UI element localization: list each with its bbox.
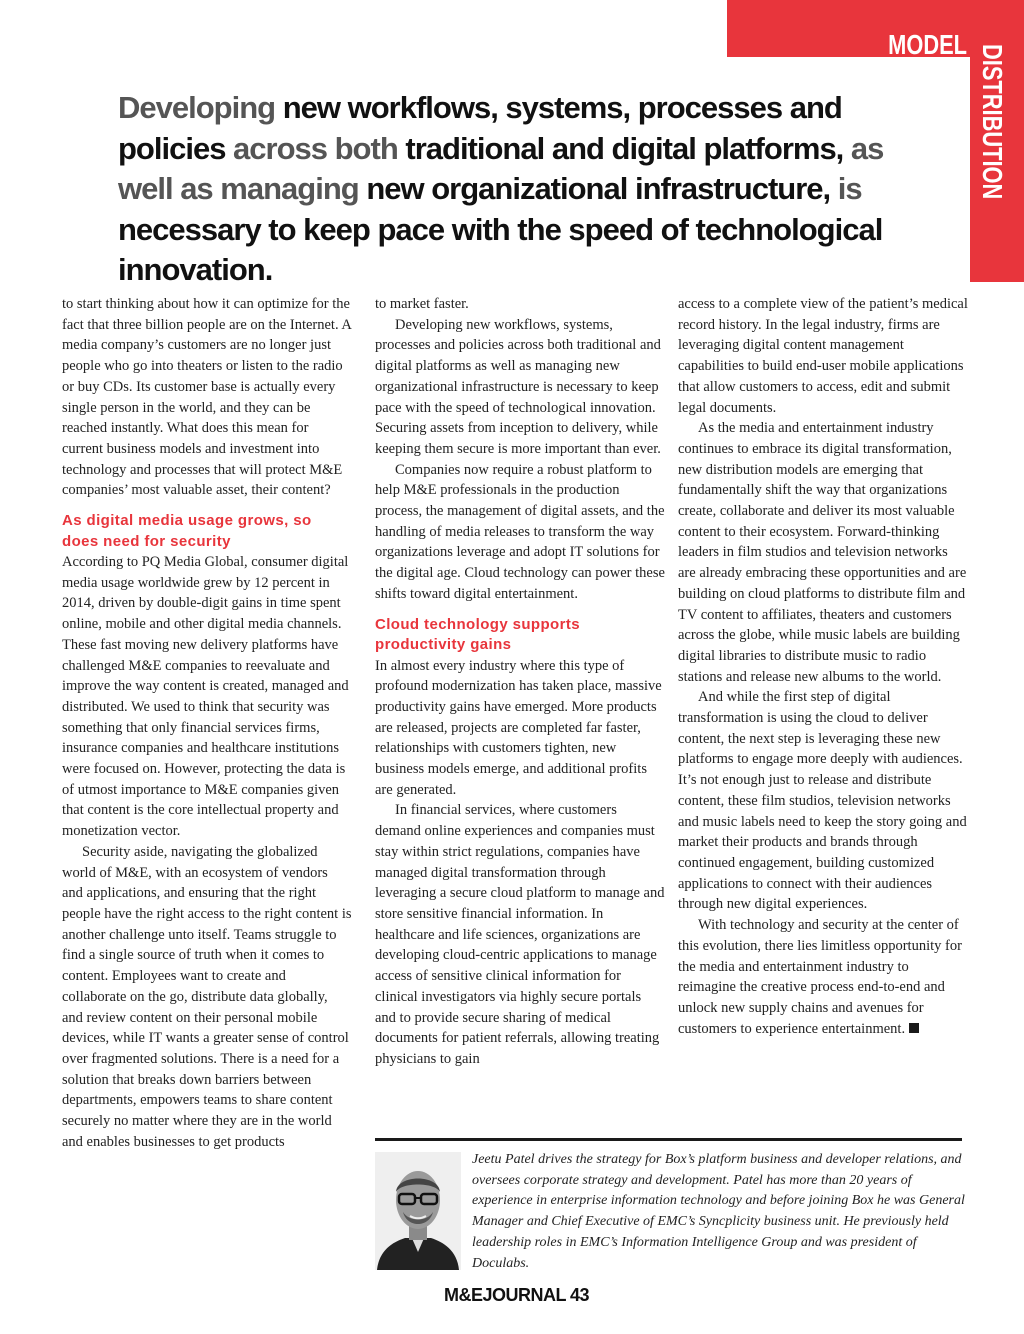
- article-column-2: [375, 294, 665, 1070]
- paragraph: And while the first step of digital transformation is using the cloud to deliver content, the next step is leveraging these new platforms to engage more deeply with audiences. It’s not enough just to release and distribute content, these film studios, television networks and music labels need to keep the story going and market their products and brands through continued engagement, building customized applications to connect with their audiences through new digital experiences.: [678, 689, 967, 913]
- paragraph: In financial services, where customers demand online experiences and companies must stay within strict regulations, companies have managed digital transformation through leveraging a secure cloud platform to manage and store sensitive financial information. In healthcare and life sciences, organizations are developing cloud-centric applications to manage access of sensitive clinical information for clinical investigators via highly secure portals and to provide secure sharing of medical documents for patient referrals, allowing treating physicians to gain: [375, 802, 665, 1067]
- paragraph: access to a complete view of the patient’s medical record history. In the legal industry, firms are leveraging digital content management capabilities to build end-user mobile applications that allow customers to access, edit and submit legal documents.: [678, 296, 968, 416]
- pull-quote-dark-4: necessary to keep pace with the speed of technological innovation.: [118, 211, 883, 287]
- pull-quote-dark-1: new workflows, systems, processes and policies: [118, 90, 842, 166]
- paragraph: to start thinking about how it can optimize for the fact that three billion people are on the Internet. A media company’s customers are no longer just people who go into theaters or listen to the radio or buy CDs. Its customer base is actually every single person in the world, and they can be reached instantly. What does this mean for current business models and investment into technology and processes that will protect M&E companies’ most valuable asset, their content?: [62, 296, 352, 499]
- article-column-1: [62, 294, 352, 1152]
- pull-quote: [118, 88, 918, 291]
- paragraph: In almost every industry where this type of profound modernization has taken place, massive productivity gains have emerged. More products are released, projects are completed far faster, relationships with customers tighten, new business models emerge, and additional profits are generated.: [375, 657, 662, 798]
- pull-quote-gray-1: Developing: [118, 90, 276, 125]
- section-heading-cloud: Cloud technology supports productivity gains: [375, 615, 580, 654]
- paragraph: As the media and entertainment industry continues to embrace its digital transformation, new distribution models are emerging that fundamentally shift the way that organizations create, collaborate and deliver its most valuable content to their ecosystem. Forward-thinking leaders in film studios and television networks are already embracing these opportunities and are building on cloud platforms to distribute film and TV content to affiliates, theaters and customers across the globe, while music labels are building digital libraries to distribute music to radio stations and release new albums to the world.: [678, 420, 967, 685]
- section-label-model: MODEL: [888, 29, 967, 60]
- bio-divider: [375, 1138, 962, 1141]
- end-mark-icon: [909, 1023, 919, 1033]
- pull-quote-dark-2: traditional and digital platforms,: [397, 130, 851, 166]
- author-photo: [375, 1152, 461, 1270]
- paragraph: to market faster.: [375, 296, 469, 312]
- paragraph: Companies now require a robust platform to help M&E professionals in the production process, the management of digital assets, and the handling of media releases to transform the way organizations leverage and adopt IT solutions for the digital age. Cloud technology can power these shifts toward digital entertainment.: [375, 461, 665, 602]
- footer-journal: JOURNAL: [482, 1285, 567, 1305]
- section-heading-security: As digital media usage grows, so does need for security: [62, 512, 312, 550]
- paragraph: Security aside, navigating the globalized world of M&E, with an ecosystem of vendors and applications, and ensuring that the right people have the right access to the right content is another challenge unto itself. Teams struggle to find a single source of truth when it comes to content. Employees want to create and collaborate on the go, distribute data globally, and review content on their personal mobile devices, while IT wants a greater sense of control over fragmented solutions. There is a need for a solution that breaks down barriers between departments, empowers teams to share content securely no matter where they are in the world and enables businesses to get products: [62, 843, 352, 1150]
- pull-quote-dark-3: new organizational infrastructure,: [358, 171, 838, 206]
- article-column-3: [678, 294, 968, 1039]
- paragraph: According to PQ Media Global, consumer digital media usage worldwide grew by 12 percent in 2014, driven by double-digit gains in time spent online, mobile and other digital media channels. These fast moving new delivery platforms have challenged M&E companies to reevaluate and improve the way content is created, managed and distributed. We used to think that security was something that only financial services firms, insurance companies and healthcare institutions were focused on. However, protecting the data is of utmost importance to M&E companies given that content is the core intellectual property and monetization vector.: [62, 554, 349, 840]
- paragraph: Developing new workflows, systems, processes and policies across both traditional and digital platforms as well as managing new organizational infrastructure is necessary to keep pace with the speed of technological innovation. Securing assets from inception to delivery, while keeping them secure is more important than ever.: [375, 316, 661, 457]
- paragraph-text: With technology and security at the center of this evolution, there lies limitless opportunity for the media and entertainment industry to reimagine the creative process end-to-end and unlock new supply chains and avenues for customers to experience entertainment.: [678, 917, 962, 1037]
- pull-quote-gray-2: across both: [233, 130, 398, 166]
- author-portrait-icon: [375, 1152, 461, 1270]
- author-bio: Jeetu Patel drives the strategy for Box’s platform business and developer relations, and oversees corporate strategy and development. Patel has more than 20 years of experience in enterprise information technology and before joining Box he was General Manager and Chief Executive of EMC’s Syncplicity business unit. He previously held leadership roles in EMC’s Information Intelligence Group and was president of Doculabs.: [472, 1152, 965, 1271]
- footer-brand: M&E: [444, 1285, 483, 1305]
- page-number: 43: [570, 1285, 590, 1305]
- page-footer: [444, 1285, 644, 1306]
- paragraph-last: [678, 915, 968, 1039]
- pull-quote-gray-4: is: [837, 171, 862, 206]
- pull-quote-gray-3: as well as managing: [118, 130, 884, 206]
- section-label-distribution: DISTRIBUTION: [977, 44, 1008, 200]
